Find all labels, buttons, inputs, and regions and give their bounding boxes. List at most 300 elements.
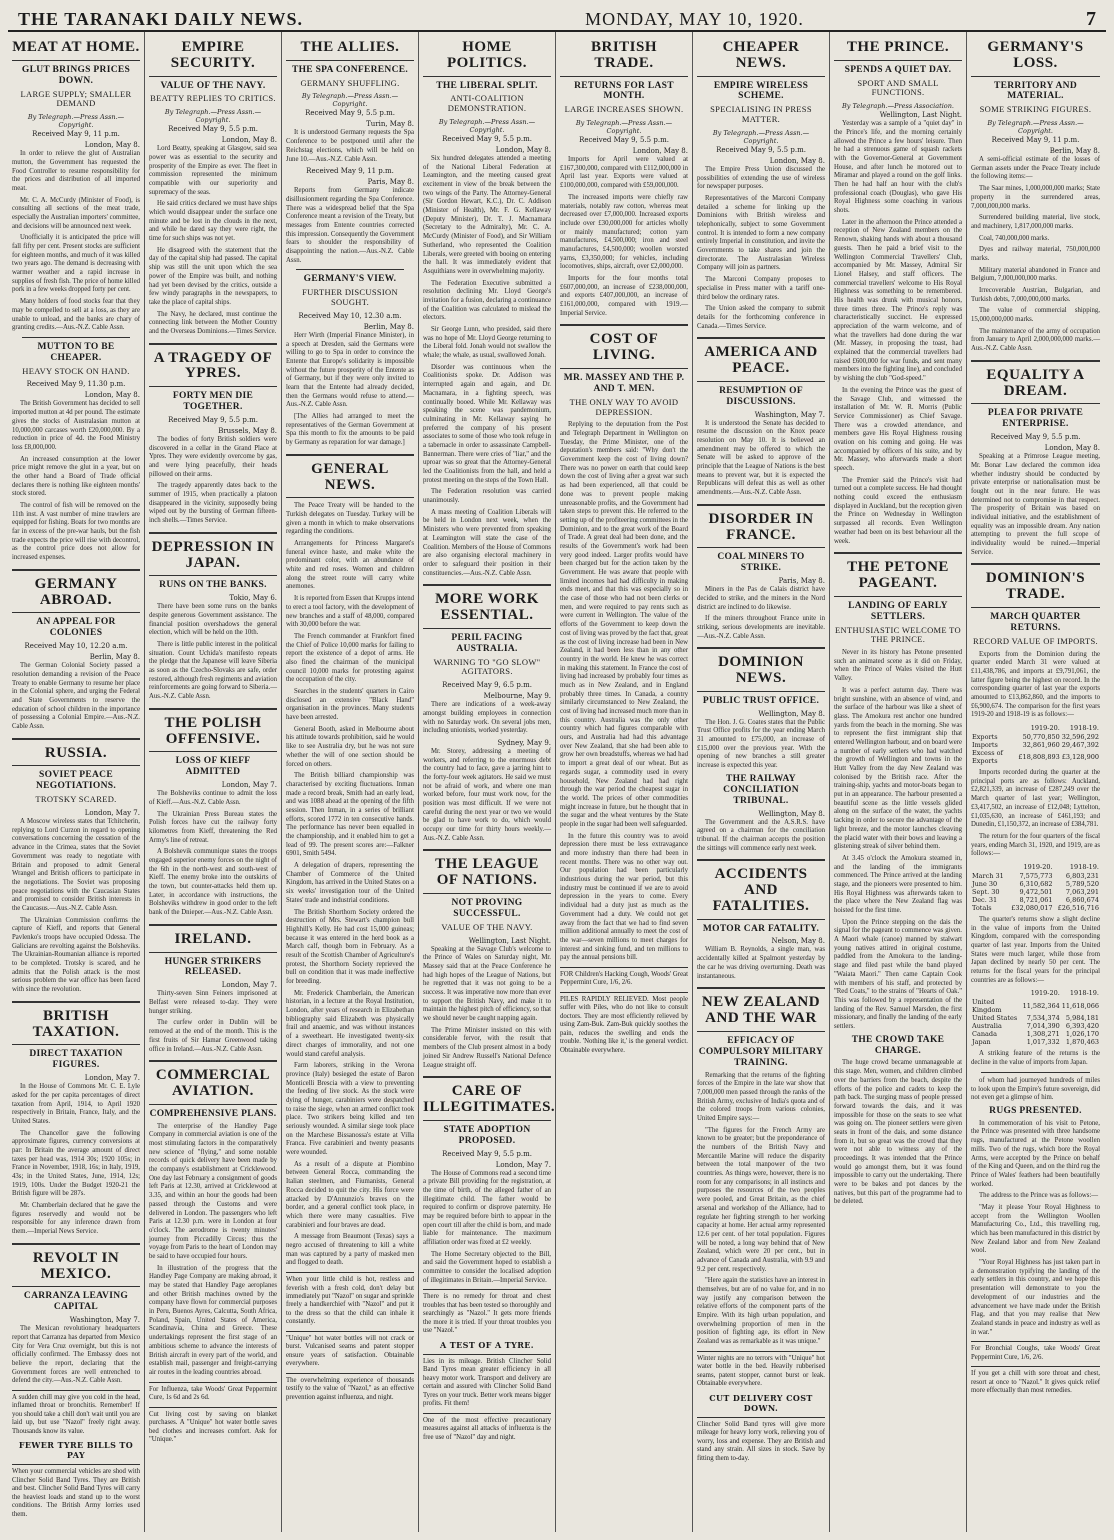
advertisement: If you get a chill with sore throat and chest, resort at once to "Nazol." It gives quick relief more effectually than most remedies. — [971, 1366, 1100, 1395]
table-row — [971, 904, 1100, 912]
table-cell: 11,618,066 — [1061, 1002, 1099, 1011]
dateline: Sydney, May 9. — [497, 738, 551, 747]
paragraph: "Your Royal Highness has just taken part in a demonstration typifying the landing of the early settlers in this country, and we hope this presentation will demonstrate to you the development of our industries and the advancement we have made under the British Flag, and that you may realise that New Zealand stands in peace and industry as well as in war." — [971, 1259, 1100, 1336]
issue-date: MONDAY, MAY 10, 1920. — [585, 9, 804, 29]
headline: BRITISH TAXATION. — [12, 1007, 140, 1046]
paragraph: The British Shorthorn Society ordered the destruction of Mrs. Stewart's champion bull Highhill's Kelly. He had cost 15,000 guineas; because it was entered in the herd book as a March calf, though born in February. As a result of the Scottish Chamber of Agriculture's protest, the Shorthorn Society reprieved the bull on condition that it was made ineffective for breeding. — [286, 908, 414, 986]
divider — [149, 1060, 277, 1062]
paragraph: Mr. Frederick Chamberlain, the American historian, in a lecture at the Royal Institution, London, after years of research in Elizabethan bibliography said Elizabeth was physically frail and anaemic, and was without instances of a sweetheart. He investigated twenty-six direct charges of immorality, and not one would stand careful analysis. — [286, 989, 414, 1058]
headline: GERMANY ABROAD. — [12, 575, 140, 614]
paragraph: The Marconi Company proposes to specialise in Press matter with a tariff one-third below the ordinary rates. — [697, 276, 825, 301]
headline: AMERICA AND PEACE. — [697, 343, 825, 382]
subheading: RUGS PRESENTED. — [989, 1105, 1082, 1116]
subheading: COAL MINERS TO STRIKE. — [717, 552, 805, 574]
paragraph: The Federation resolution was carried unanimously. — [423, 488, 551, 505]
paragraph: Mr. Chamberlain declared that he gave the figures reservedly and would not be responsible for any inference drawn from them.—Imperial News Service. — [12, 1202, 140, 1236]
paragraph: He disagreed with the statement that the day of the capital ship had passed. The capital ship was still the unit upon which the sea power of the Empire was built, and nothing had yet been devised by the critics, outside a few windy paragraphs in the newspapers, to take the place of capital ships. — [149, 246, 277, 306]
paragraph: The Premier said the Prince's visit had turned out a complete success. He had thought nothing could exceed the enthusiasm displayed in Auckland, but the reception given the Prince on Wednesday in Wellington surpassed all records. Even Wellington weather had been on its best behaviour all the week. — [834, 476, 962, 545]
paragraph: Miners in the Pas de Calais district have decided to strike, and the miners in the Nord district are inclined to do likewise. — [697, 586, 825, 611]
paragraph: Six hundred delegates attended a meeting of the National Liberal Federation at Leamington, and the meeting caused great excitement in view of the break between the two wings of the Party. The Attorney-General (Sir Gordon Hewart, K.C.), Dr. C. Addison (Minister of Health), Mr. F. G. Kellaway (Deputy Minister), Dr. T. J. Macnamara (Secretary to the Admiralty), Mr. C. A. McCurdy (Minister of Food), and Sir William Sutherland, who represented the Coalition Liberals, were greeted with booing on entering the hall. It was immediately evident that Asquithians were in overwhelming majority. — [423, 154, 551, 275]
advertisement: "Unique" hot water bottles will not crack or burst. Vulcanised seams and patent stopper ensure years of satisfaction. Obtainable everywhere. — [286, 1331, 414, 1369]
paragraph: "The figures for the French Army are known to be greater; but the preponderance of the numbers of the British Navy and Mercantile Marine will reduce the disparity between the total manpower of the two countries. As things were, however, there is no room for any comparisons; in all instincts and purposes the resources of the two peoples were pooled, and Great Britain, as the chief arsenal and workshop of the Alliance, had to regulate her fighting strength to her working capacity at home. Her actual army represented 12.6 per cent. of her total population. Figures will be noted, a long way behind that of New Zealand, which were 20 per cent., but in advance of Canada and Australia, with 9.9 and 9.2 per cent. respectively. — [697, 1126, 825, 1273]
subheading: SOME STRIKING FIGURES. — [979, 104, 1092, 115]
received-time: Received May 9, 5.5 p.m. — [716, 145, 806, 154]
headline: EQUALITY A DREAM. — [971, 366, 1100, 405]
divider — [12, 569, 140, 571]
subheading: NOT PROVING SUCCESSFUL. — [451, 897, 523, 919]
paragraph: Mr. C. A. McCurdy (Minister of Food), is consulting all sections of the meat trade, especially the Australian importers' committee, and decisions will be announced next week. — [12, 196, 140, 230]
paragraph: Remarking that the returns of the fighting forces of the Empire in the late war show that 7,000,000 men passed through the ranks of the British Army, exclusive of India's quota and of the colored troops from various colonies, United Empire says:— — [697, 1071, 825, 1122]
received-time: Received May 9, 5.5 p.m. — [305, 109, 395, 118]
paragraph: Replying to the deputation from the Post and Telegraph Department in Wellington on Tuesday, the Prime Minister, one of the deputation's members said: "Why don't the Government keep the cost of living down? There was no power on earth that could keep down the cost of living after a great war such as had been experienced, all that could be done was to prevent people making unreasonable profits, and the Government had taken steps to prevent this. He referred to the setting up of the profiteering committees in the Dominion, and to the great work of the Board of Trade. A great deal had been done, and the results of the Government's work had been very good indeed. Larger profits would have been charged but for the action taken by the Government. He was aware that people with limited incomes had had difficulty in making ends meet, and that this was especially so in the case of those who had not been clerks or men, and were required to pay rents such as were current in Wellington. The value of the efforts of the Government to keep down the cost of living was proved by the fact that, great as the cost of living increase had been in New Zealand, it had been less than in any other country in the world. He knew he was correct in making this statement. In France the cost of living had increased by probably four times as much as in New Zealand, and in England probably three times. In Canada, a country similarly circumstanced to New Zealand, the cost of living had increased much more than in this country. Australia was the only other country which had figures comparable with ours, and Australia had had this advantage over New Zealand, that she had been able to grow her own breadstuffs, whereas we had had to import a great deal of our wheat. But as regards sugar, a commodity used in every household, New Zealand had had right through the war period the cheapest sugar in the world. The prices of other commodities might increase in future, but he thought that in the sugar and the wheat ventures by the State people in the sugar had been well safeguarded. — [560, 421, 688, 828]
divider — [12, 738, 140, 740]
paragraph: The Bolsheviks continue to admit the loss of Kieff.—Aus.-N.Z. Cable Assn. — [149, 790, 277, 806]
byline: By Telegraph.—Press Assn.—Copyright. — [27, 113, 125, 130]
trade-table-countries — [971, 988, 1100, 1046]
subheading: MARCH QUARTER RETURNS. — [990, 611, 1081, 633]
advertisement: FOR Children's Hacking Cough, Woods' Great Peppermint Cure, 1/6, 2/6. — [560, 967, 688, 988]
dateline: London, May 8. — [221, 136, 277, 145]
table-cell: Australia — [972, 1022, 1002, 1031]
table-cell: 11,582,364 — [1022, 1002, 1060, 1011]
received-time: Received May 9, 5.5 p.m. — [168, 125, 258, 134]
paragraph: The House of Commons read a second time a private Bill providing for the registration, at the time of birth, of the alleged father of an illegitimate child. The father would be required to confirm or disprove paternity. He may be required before birth to appear in the open court till after the child is born, and made liable for maintenance. The maximum affiliation order was fixed at £2 weekly. — [423, 1169, 551, 1247]
headline: GERMANY'S LOSS. — [971, 38, 1100, 77]
dateline: London, May 7. — [84, 1074, 140, 1083]
table-row — [971, 880, 1100, 888]
table-cell: 9,472,501 — [1019, 887, 1053, 896]
table-header: 1918-19. — [1069, 989, 1099, 998]
subheading: TROTSKY SCARED. — [35, 794, 117, 805]
trade-table-annual — [971, 723, 1100, 765]
divider — [697, 647, 825, 649]
paragraph: At 3.45 o'clock the Amokura steamed in, and the landing of the immigrants commenced. The Prince arrived at the landing stage, and the pioneers were presented to him. His Royal Highness was afterwards taken to the place where the New Zealand flag was hoisted for the first time. — [834, 854, 962, 915]
table-cell: 32,861,960 — [1022, 741, 1060, 750]
paragraph: The Federation Executive submitted a resolution declining Mr. Lloyd George's invitation for a fusion, declaring a continuance of the Coalition was calculated to mislead the electors. — [423, 279, 551, 322]
paragraph: "May it please Your Royal Highness to accept from the Wellington Woollen Manufacturing Co., Ltd., this travelling rug, which has been manufactured in this district by New Zealand labor and from New Zealand wool. — [971, 1203, 1100, 1255]
table-row — [971, 1022, 1100, 1030]
masthead — [8, 6, 1106, 32]
paragraph: It is understood Germany requests the Spa Conference to be postponed until after the Reichstag elections, which will be held on June 10.—Aus.-N.Z. Cable Assn. — [286, 129, 414, 163]
table-row — [971, 888, 1100, 896]
advertisement: PILES RAPIDLY RELIEVED. Most people suffer with Piles, who do not like to consult doctors. They are most efficiently relieved by using Zam-Buk. Zam-Buk quickly soothes the pain, reduces the swelling and ends the trouble. 'Nothing like it,' is the general verdict. Obtainable everywhere. — [560, 992, 688, 1055]
divider — [296, 269, 404, 270]
subheading: TERRITORY AND MATERIAL. — [993, 80, 1077, 102]
received-time: Received May 10, 12.20 a.m. — [24, 642, 128, 651]
dateline: Berlin, May 8. — [363, 322, 414, 331]
table-header — [971, 988, 1022, 998]
dateline: Washington, May 7. — [754, 410, 825, 419]
advertisement: For Bronchial Coughs, take Woods' Great Peppermint Cure, 1/6, 2/6. — [971, 1341, 1100, 1362]
subheading: LANDING OF EARLY SETTLERS. — [848, 600, 948, 622]
paragraph: The huge crowd became unmanageable at this stage. Men, women, and children climbed over the barriers from the beach, despite the efforts of the police and cadets to keep the path back. The surging mass of people pressed forward towards the dais, and it was impossible for those on the seats to see what was going on. The pioneer settlers were given seats in front of the dais, and some distance from it, but so great was the crowd that they were not able to witness any of the proceedings. It was intended that the Prince would go amongst them, but it was found impossible to carry out the undertaking. There were to be bakes and pot dances by the natives, but this part of the programme had to be deleted. — [834, 1059, 962, 1206]
subheading: FURTHER DISCUSSION SOUGHT. — [302, 287, 398, 308]
headline: NEW ZEALAND AND THE WAR — [697, 993, 825, 1032]
headline: BRITISH TRADE. — [560, 38, 688, 77]
divider — [12, 1001, 140, 1003]
table-header: 1918-19. — [1069, 862, 1099, 871]
divider — [149, 924, 277, 926]
subheading: THE RAILWAY CONCILIATION TRIBUNAL. — [723, 773, 799, 806]
table-cell: 6,803,231 — [1065, 871, 1099, 880]
headline: DISORDER IN FRANCE. — [697, 510, 825, 549]
dateline: Melbourne, May 9. — [483, 692, 551, 701]
subheading: HEAVY STOCK ON HAND. — [22, 365, 130, 376]
paragraph: The enterprise of the Handley Page Company in commercial aviation is one of the most stimulating factors in the comparatively new science of "flying," and some notable records of quick delivery have been made by the company's establishment at Cricklewood. One day last February a consignment of goods left Paris at 12.30, arrived at Cricklewood at 3.35, and within an hour the goods had been passed through the Customs and were delivered in London. The passengers who left Paris at 12.30 p.m. were in London at four o'clock. The aerodrome is twenty minutes' journey from Piccadilly Circus; thus the voyage from Paris to the heart of London may be said to have occupied four hours. — [149, 1122, 277, 1260]
paragraph: The Empire Press Union discussed the possibilities of extending the use of wireless for newspaper purposes. — [697, 165, 825, 191]
divider — [971, 360, 1100, 362]
subheading: STATE ADOPTION PROPOSED. — [443, 1124, 531, 1146]
page-number: 7 — [1086, 8, 1096, 30]
subheading: SOVIET PEACE NEGOTIATIONS. — [35, 770, 116, 792]
paragraph: It was a perfect autumn day. There was bright sunshine, with an absence of wind, and the surface of the harbour was like a sheet of glass. The Amokura rest anchor one hundred yards from the beach in the morning. She was to represent the first immigrant ship that entered Wellington harbour, and on board were a number of early settlers who had watched the growth of Wellington and towns in the Hutt Valley from the day New Zealand was colonised by the British race. After the training-ship, yachts and motor-boats began to put in an appearance. The harbour presented a beautiful scene as the little vessels glided along on the surface of the water, the yachts tacking in order to secure the advantage of the light breeze, and the motor launches cleaving the placid water with their bows and leaving a glistening streak of silver behind them. — [834, 686, 962, 851]
paragraph: Irrecoverable Austrian, Bulgarian, and Turkish debts, 7,000,000,000 marks. — [971, 287, 1100, 303]
subheading: SPECIALISING IN PRESS MATTER. — [710, 104, 812, 125]
paragraph: William B. Reynolds, a single man, was accidentally killed at Spalmont yesterday by the car he was driving overturning. Death was instantaneous. — [697, 946, 825, 980]
paragraph: The value of commercial shipping, 15,000,000,000 marks. — [971, 307, 1100, 324]
paragraph: General Booth, asked in Melbourne about his attitude towards prohibition, said he would like to see Australia dry, but he was not sure whether the will of one section should be forced on others. — [286, 725, 414, 768]
paragraph: The quarter's returns show a slight decline in the value of imports from the United Kingdom, compared with the corresponding quarter of last year. Imports from the United States were much larger, while those from Japan declined by nearly 50 per cent. The returns for the fiscal years for the principal countries are as follows:— — [971, 915, 1100, 984]
subheading: PERIL FACING AUSTRALIA. — [451, 632, 523, 654]
table-row — [971, 1030, 1100, 1038]
table-header: 1919-20. — [1023, 862, 1053, 871]
paragraph: The German Colonial Society passed a resolution demanding a revision of the Peace Treaty to enable Germany to resume her place in the Colonial sphere, and urging the Federal and State Governments to reserve the education of school children in the importance of possessing a Colonial Empire.—Aus.-N.Z. Cable Assn. — [12, 662, 140, 731]
paragraph: Reports from Germany indicate disillusionment regarding the Spa Conference. There was a widespread belief that the Spa Conference meant a revision of the Treaty, but messages from Entente countries corrected this impression. Consequently the Government fears to shoulder the responsibility of disappointing the nation.—Aus.-N.Z. Cable Assn. — [286, 187, 414, 264]
paragraph: The address to the Prince was as follows:— — [979, 1192, 1099, 1200]
subheading: RUNS ON THE BANKS. — [159, 580, 267, 591]
headline: DEPRESSION IN JAPAN. — [149, 538, 277, 577]
byline: By Telegraph.—Press Assn.—Copyright. — [164, 108, 262, 125]
divider — [697, 504, 825, 506]
subheading: LARGE SUPPLY; SMALLER DEMAND — [20, 88, 132, 109]
received-time: Received May 9, 6.5 p.m. — [442, 681, 532, 690]
table-cell: 7,575,773 — [1019, 871, 1053, 880]
dateline: Berlin, May 8. — [1049, 147, 1100, 156]
paragraph: Military material abandoned in France and Belgium, 7,000,000,000 marks. — [971, 266, 1100, 283]
paragraph: Later in the afternoon the Prince attended a reception of New Zealand members on the Renown, shaking hands with about a thousand guests. Then he paid a brief visit to the Wellington Commercial Travellers' Club, accompanied by Mr. Massey, Admiral Sir Lionel Halsey, and staff officers. The commercial travellers' welcome to His Royal Highness was something to be remembered. His health was drunk with musical honors, three times three. The Prince's reply was characteristically succinct. He expressed appreciation of the warm welcome, and of what the travellers had done during the war (Mr. Massey, in proposing the toast, had explained that the commercial travellers had raised £600,000 for war funds, and sent many members into the fighting line), and concluded by wishing the club "God-speed." — [834, 218, 962, 383]
divider — [981, 1072, 1090, 1073]
table-cell: Dec. 31 — [972, 895, 998, 904]
divider — [12, 1243, 140, 1245]
paragraph: Imports for the four months total £607,000,000, an increase of £238,000,000, and exports £407,000,000, an increase of £161,000,000, compared with 1919.—Imperial Service. — [560, 275, 688, 317]
table-cell: Excess of Exports — [972, 749, 1003, 766]
paragraph: A Bolshevik communique states the troops engaged superior enemy forces on the night of the 6th in the north-west and south-west of Kieff. The enemy broke into the outskirts of the town, but counter-attacks held them up. Later, in accordance with instructions, the Bolsheviks withdrew in good order to the left bank of the Dnieper.—Aus.-N.Z. Cable Assn. — [149, 848, 277, 917]
advertisement: One of the most effective precautionary measures against all attacks of influenza is the free use of "Nazol" day and night. — [423, 1413, 551, 1442]
table-cell: United Kingdom — [972, 998, 1002, 1015]
advertisement: There is no remedy for throat and chest troubles that has been tested so thoroughly and searchingly as "Nazol." It gets more friends the more it is tried. If your throat troubles you use "Nazol." — [423, 1289, 551, 1335]
divider — [697, 859, 825, 861]
paragraph: The Saar mines, 1,000,000,000 marks; State property in the surrendered areas, 7,000,000,000 marks. — [971, 185, 1100, 210]
dateline: London, May 8. — [769, 156, 825, 165]
table-row — [971, 896, 1100, 904]
table-cell: Totals — [972, 903, 992, 912]
advertisement: The overwhelming experience of thousands testify to the value of "Nazol," as an effective prevention against influenza, and night. — [286, 1373, 414, 1402]
byline: By Telegraph.—Press Assn.—Copyright. — [712, 128, 810, 145]
subheading: BEATTY REPLIES TO CRITICS. — [150, 93, 276, 104]
paragraph: The maintenance of the army of occupation from January to April 2,000,000,000 marks.—Aus.-N.Z. Cable Assn. — [971, 327, 1100, 353]
headline: COST OF LIVING. — [560, 330, 688, 369]
paragraph: Yesterday was a sample of a "quiet day" in the Prince's life, and the morning certainly allowed the Prince a few hours' leisure. Then he had a strenuous game of squash rackets with the Governor-General at Government House, and after lunch he motored out to Miramar and played a round on the golf links. Then he had half an hour with the club's professional coach (Douglas), who gave His Royal Highness some coaching in various shots. — [834, 120, 962, 215]
paragraph: An increased consumption at the lower price might remove the glut in a year, but on the other hand a Board of Trade official declares there is nothing like eighteen months' stock stored. — [12, 455, 140, 498]
table-cell: 32,596,292 — [1061, 733, 1099, 742]
paragraph: Imports recorded during the quarter at the principal ports are as follows: Auckland, £2,821,339, an increase of £287,249 over the March quarter of last year; Wellington, £3,417,502, an increase of £12,048; Lyttelton, £1,035,630, an increase of £461,193; and Dunedin, £1,150,372, an increase of £384,781. — [971, 769, 1100, 829]
headline: CHEAPER NEWS. — [697, 38, 825, 77]
byline: By Telegraph.—Press Association. — [842, 102, 954, 111]
column-8 — [967, 32, 1104, 1532]
column-2 — [145, 32, 282, 1532]
divider — [423, 584, 551, 586]
headline: DOMINION NEWS. — [697, 653, 825, 692]
dateline: Wellington, May 8. — [758, 709, 825, 718]
received-time: Received May 9, 5.5 p.m. — [990, 433, 1081, 442]
received-time: Received May 9, 5.5 p.m. — [442, 1149, 532, 1158]
table-cell: 1,017,332 — [1026, 1038, 1060, 1047]
dateline: Wellington, Last Night. — [879, 111, 962, 120]
subheading: VALUE OF THE NAVY. — [160, 80, 266, 91]
received-time: Received May 9, 11 p.m. — [991, 136, 1080, 145]
table-cell: £3,128,900 — [1061, 753, 1099, 762]
paragraph: The tragedy apparently dates back to the summer of 1915, when practically a platoon disappeared in the vicinity, supposedly being wiped out by the bursting of German fifteen-inch shells.—Times Service. — [149, 482, 277, 525]
paragraph: There have been some runs on the banks despite generous Government assistance. The financial position overshadows the general election, which will be held on the 10th. — [149, 603, 277, 637]
table-cell: 5,789,520 — [1065, 879, 1099, 888]
table-cell: 29,467,392 — [1061, 741, 1099, 750]
paragraph: It is understood the Senate has decided to resume the discussion on the Knox peace resolution on May 10. It is believed an amendment may be offered to which the Senate will be asked to approve of the principle that the League of Nations is the best means to prevent war, but it is expected the Republicans will defeat this as well as other amendments.—Aus.-N.Z. Cable Assn. — [697, 419, 825, 497]
paragraph: Never in its history has Petone presented such an animated scene as it did on Friday, when the Prince of Wales visited the Hutt Valley. — [834, 649, 962, 683]
subheading: VALUE OF THE NAVY. — [441, 921, 533, 932]
table-header-row — [971, 723, 1100, 733]
dateline: London, May 8. — [1044, 444, 1100, 453]
subheading: LARGE INCREASES SHOWN. — [564, 104, 684, 115]
byline: By Telegraph.—Press Assn.—Copyright. — [301, 92, 399, 109]
received-time: Received May 9, 5.5 p.m. — [579, 136, 669, 145]
dateline: London, May 8. — [84, 391, 140, 400]
divider — [697, 987, 825, 989]
divider — [149, 532, 277, 534]
advertisement: Clincher Solid Band tyres will give more mileage for heavy lorry work, relieving you of worry, loss and expense. They are British and stand any strain. All sizes in stock. Save by fitting them to-day. — [697, 1417, 825, 1463]
paragraph: He said critics declared we must have ships which would disappear under the surface one minute and be lost in the clouds in the next, and while he dared say they were right, the time for such ships was not yet. — [149, 200, 277, 243]
paragraph: A semi-official estimate of the losses of German assets under the Peace Treaty include the following items:— — [971, 156, 1100, 181]
paragraph: The Union asked the company to submit details for the forthcoming conference in Canada.—Times Service. — [697, 305, 825, 330]
paragraph: In illustration of the progress that the Handley Page Company are making abroad, it may be stated that Handley Page aeroplanes and other British machines owned by the company have flown for commercial purposes in Peru, Buenos Ayres, Calcutta, South Africa, Poland, Spain, United States of America, Scandinavia, China and Greece. These undertakings represent the first stage of an ambitious scheme to advance the interests of British aircraft in every part of the world, and establish mail, passenger and freight-carrying air routes in the leading countries abroad. — [149, 1264, 277, 1376]
advertisement: Cut living cost by saving on blanket purchases. A "Unique" hot water bottle saves bed clothes and increases comfort. Ask for "Unique." — [149, 1407, 277, 1445]
received-time: Received May 9, 5.5 p.m. — [442, 134, 532, 143]
paragraph: Many holders of food stocks fear that they may be compelled to sell at a loss, as they are unable to unload, and the banks are chary of granting credits.—Aus.-N.Z. Cable Assn. — [12, 298, 140, 332]
dateline: London, May 7. — [495, 1160, 551, 1169]
editor-note: [The Allies had arranged to meet the representatives of the German Government at Spa this month to fix the amounts to be paid by Germany as reparation for war damage.] — [286, 413, 414, 447]
paragraph: A Moscow wireless states that Tchitcherin, replying to Lord Curzon in regard to opening conversations concerning the cessation of the advance in the Crimea, states that the Soviet Government was ready to negotiate with Britain and proposed to admit General Wrangel and British officers to participate in the negotiations. The Soviet was proposing peace negotiations with the Caucasian States and promised to consider British interests in the Caucasus.—Aus.-N.Z. Cable Assn. — [12, 818, 140, 912]
dateline: Tokio, May 6. — [229, 594, 277, 603]
table-cell: 6,310,682 — [1019, 879, 1053, 888]
table-row — [971, 733, 1100, 741]
subheading: GLUT BRINGS PRICES DOWN. — [21, 64, 131, 86]
paragraph: The Prime Minister insisted on this with considerable fervor, with the result that members of the Club present almost in a body joined Sir Andrew Russell's National Defence League straight off. — [423, 1026, 551, 1069]
headline: THE ALLIES. — [286, 38, 414, 61]
paragraph: Representatives of the Marconi Company detailed a scheme for linking up the Dominions with British wireless and telephonically, subject to some Government control. It is intended to form a new company entirely Imperial in constitution, and invite the Governments to take shares and join the directorate. The Australasian Wireless Company will join as partners. — [697, 194, 825, 272]
advertisement: For Influenza, take Woods' Great Peppermint Cure, 1s 6d and 2s 6d. — [149, 1382, 277, 1403]
table-row — [971, 749, 1100, 765]
divider — [834, 552, 962, 554]
table-cell: 1,308,271 — [1026, 1030, 1060, 1039]
subheading: SPORT AND SMALL FUNCTIONS. — [857, 77, 939, 98]
paragraph: The Navy, he declared, must continue the connecting link between the Mother Country and the Overseas Dominions.—Times Service. — [149, 310, 277, 335]
subheading: COMPREHENSIVE PLANS. — [149, 1108, 277, 1119]
subheading: SPENDS A QUIET DAY. — [844, 64, 952, 75]
dateline: Turin, May 8. — [366, 120, 414, 129]
paragraph: Mr. Storey, addressing a meeting of workers, and referring to the enormous debt the country had to face, gave a jarring hint to the forty-four week agitators. He said we must not be afraid of work, and where one man worked before, four must work now, for the position was most difficult. If we were not careful during the next year or two we would be glad to have work to do, which would occupy our time for thirty hours weekly.—Aus.-N.Z. Cable Assn. — [423, 747, 551, 842]
table-cell: 7,534,374 — [1026, 1014, 1060, 1023]
dateline: London, May 7. — [84, 809, 140, 818]
paragraph: of whom had journeyed hundreds of miles to look upon the Empire's future sovereign, did not even get a glimpse of him. — [971, 1076, 1100, 1102]
subheading: THE SPA CONFERENCE. — [291, 64, 409, 75]
column-1 — [8, 32, 145, 1532]
headline: THE PETONE PAGEANT. — [834, 558, 962, 597]
paragraph: If the miners throughout France unite in striking, serious developments are inevitable.—Aus.-N.Z. Cable Assn. — [697, 615, 825, 640]
column-6 — [693, 32, 830, 1532]
paragraph: The British billiard championship was characterised by exciting fluctuations. Inman made a record break, Smith had an early lead, and was 1088 ahead at the opening of the fifth session. Then Inman, in a series of brilliant efforts, scored 1772 in ten consecutive hands. The performance has never been equalled in the championship, and it enabled him to get a lead of 99. The present scores are:—Falkner 6901, Smith 5494. — [286, 772, 414, 858]
paragraph: Sir George Lunn, who presided, said there was no hope of Mr. Lloyd George returning to the Liberal fold. Jonah would not swallow the whale; the whale, as usual, swallowed Jonah. — [423, 326, 551, 360]
table-cell: £26,516,716 — [1057, 903, 1099, 912]
divider — [697, 337, 825, 339]
received-time: Received May 10, 12.30 a.m. — [298, 311, 402, 320]
paragraph: "Here again the statistics have an interest in themselves, but are of no value for, and in no way justify any comparison between the relative efforts of the component parts of the Empire. With its high urban population, and overwhelming proportion of men in the position of fighting age, its effort in New Zealand was as remarkable as it was unique." — [697, 1277, 825, 1346]
paragraph: The British Government has decided to sell imported mutton at 4d per pound. The estimate gives the stocks of Australasian mutton at 10,000,000 carcases worth £20,000,000. By a reduction in price of 4d. the Food Ministry loss £8,000,000. — [12, 400, 140, 451]
paragraph: Searches in the students' quarters in Cairo disclosed an extensive "Black Hand" organisation in the provinces. Many students have been arrested. — [286, 688, 414, 722]
advertisement: Lies in its mileage. British Clincher Solid Band Tyres mean greater efficiency in all heavy motor work. Transport and delivery are certain and assured with Clincher Solid Band Tyres on your truck. Better work means bigger profits. Fit them! — [423, 1354, 551, 1409]
divider — [149, 343, 277, 345]
paragraph: The control of fish will be removed on the 11th inst. A vast number of mine trawlers are equipped for fishing. Boats for two months are far in excess of the pre-war hauls, but the fish trade expects the price will rise with decontrol, as the control price does not allow for increased expenses. — [12, 502, 140, 562]
headline: MORE WORK ESSENTIAL. — [423, 590, 551, 629]
headline: GENERAL NEWS. — [286, 460, 414, 499]
table-row — [971, 1014, 1100, 1022]
paragraph: Disorder was continuous when the Coalitionists spoke. Dr. Addison was interrupted again and again, and Dr. Macnamara, in a fighting speech, was continually booed. While Mr. Kellaway was speaking the scene was pandemonium, culminating in Mr. Kellaway saying he preferred the company of his present associates to some of those who took refuge in a tabernacle in order to assassinate Campbell-Bannerman. There were cries of "liar," and the uproar was so great that the Attorney-General led the Coalitionists from the hall, and held a protest meeting on the steps of the Town Hall. — [423, 363, 551, 484]
subheading: THE CROWD TAKE CHARGE. — [851, 1034, 945, 1056]
subheading: RECORD VALUE OF IMPORTS. — [973, 635, 1098, 646]
trade-table-quarters — [971, 862, 1100, 912]
headline: THE PRINCE. — [834, 38, 962, 61]
table-row — [971, 741, 1100, 749]
headline: A TRAGEDY OF YPRES. — [149, 349, 277, 388]
paragraph: The return for the four quarters of the fiscal years, ending March 31, 1920, and 1919, are as follows:— — [971, 832, 1100, 858]
byline: By Telegraph.—Press Assn.—Copyright. — [438, 117, 536, 134]
dateline: Nelson, May 8. — [771, 937, 825, 946]
table-cell: Sept. 30 — [972, 887, 1000, 896]
divider — [971, 563, 1100, 565]
dateline: Wellington, May 8. — [758, 809, 825, 818]
dateline: London, May 8. — [632, 147, 688, 156]
table-row — [971, 998, 1100, 1014]
divider — [286, 454, 414, 456]
table-cell: 6,393,420 — [1065, 1022, 1099, 1031]
subheading: THE ONLY WAY TO AVOID DEPRESSION. — [569, 396, 679, 417]
paragraph: In the House of Commons Mr. C. E. Lyle asked for the per capita percentages of direct taxation from April, 1914, to April 1920 respectively in Britain, France, Italy, and the United States. — [12, 1083, 140, 1125]
table-cell: 5,984,181 — [1065, 1014, 1099, 1023]
paragraph: Speaking at a Primrose League meeting, Mr. Bonar Law declared the common idea whether industry should be conducted by private enterprise or nationalisation must be fought out in the near future. He was determined not to compromise in that respect. The prosperity of Britain was based on individual initiative, and the establishment of equality was an impossible dream. Any nation attempting to prevent the full scope of individuality would be ruined.—Imperial Service. — [971, 453, 1100, 556]
dateline: Brussels, May 8. — [218, 426, 277, 435]
paragraph: A striking feature of the returns is the decline in the value of imports from Japan. — [971, 1050, 1100, 1067]
paragraph: Upon the Prince stepping on the dais the signal for the pageant to commence was given. A Maori whale (canoe) manned by stalwart young natives attired in original costume, paddled from the Amokura to the landing-stage and filed past while the band played "Waiata Maori." Then came Captain Cook with members of his staff, and protected by "Red Coats," to the strains of "Hearts of Oak." This was followed by a representation of the landing of the Rev. Samuel Marsden, the first missionary, and finally the landing of the early settlers. — [834, 918, 962, 1030]
paragraph: Dyes and railway material, 750,000,000 marks. — [971, 246, 1100, 262]
paragraph: Coal, 740,000,000 marks. — [979, 234, 1050, 242]
column-4 — [419, 32, 556, 1532]
received-time: Received May 9, 5.5 p.m. — [168, 415, 258, 424]
newspaper-title: THE TARANAKI DAILY NEWS. — [18, 9, 304, 29]
advertisement-heading: A TEST OF A TYRE. — [440, 1339, 534, 1350]
paragraph: The bodies of forty British soldiers were discovered in a cellar in the Grand Place at Ypres. They were evidently overcome by gas, and were lying peacefully, their heads pillowed on their arms. — [149, 435, 277, 478]
paragraph: Imports for April were valued at £167,300,000, compared with £112,000,000 in April last year. Exports were valued at £100,000,000, compared with £59,000,000. — [560, 156, 688, 190]
table-header — [971, 723, 1017, 733]
paragraph: Speaking at the Savage Club's welcome to the Prince of Wales on Saturday night, Mr. Massey said that at the Peace Conference he had high hopes of the League of Nations, but he regretted that it was not going to be a success. It was imperative now more than ever to support the British Navy, and make it to maintain the highest pitch of efficiency, so that we should never be caught napping again. — [423, 945, 551, 1023]
paragraph: The increased imports were chiefly raw materials, notably raw cotton, whereas meat decreased over £7,000,000. Increased exports include over £30,000,000 for articles wholly or mainly manufactured; cotton yarn manufactures, £4,500,000; iron and steel manufactures, £4,500,000; woollen worsted yarns, £3,350,000; for vehicles, including locomotives, ships, aircraft, over £2,000,000. — [560, 193, 688, 271]
table-cell: 7,014,390 — [1026, 1022, 1060, 1031]
subheading: PLEA FOR PRIVATE ENTERPRISE. — [987, 408, 1084, 430]
received-time: Received May 9, 11 p.m. — [306, 167, 394, 176]
paragraph: A mass meeting of Coalition Liberals will be held in London next week, when the Ministers who were prevented from speaking at Leamington will state the case of the Coalition. Members of the House of Commons are also organising electoral machinery in order to safeguard their position in their constituencies.—Aus.-N.Z. Cable Assn. — [423, 508, 551, 577]
headline: IRELAND. — [149, 930, 277, 953]
headline: ACCIDENTS AND FATALITIES. — [697, 865, 825, 919]
advertisement: When your commercial vehicles are shod with Clincher Solid Band Tyres. They are British and best. Clincher Solid Band Tyres will carry the heaviest loads and stand up to the worst conditions. The British Army lorries used them. — [12, 1464, 140, 1519]
paragraph: The Government and the A.S.R.S. have agreed on a chairman for the conciliation tribunal. If the chairman accepts the position the sittings will commence early next week. — [697, 818, 825, 852]
divider — [22, 337, 130, 338]
paragraph: A message from Beaumont (Texas) says a negro accused of threatening to kill a white man was captured by a party of masked men and flogged to death. — [286, 1233, 414, 1267]
paragraph: There are indications of a week-away amongst building employees in connection with no Saturday work. On several jobs men, including unionists, worked yesterday. — [423, 701, 551, 735]
table-cell: 7,063,291 — [1065, 887, 1099, 896]
paragraph: The curfew order in Dublin will be removed at the end of the month. This is the first fruits of Sir Hamar Greenwood taking office in Ireland.—Aus.-N.Z. Cable Assn. — [149, 1019, 277, 1053]
table-cell: 6,860,674 — [1065, 895, 1099, 904]
advertisement: When your little child is hot, restless and feverish with a fresh cold, don't delay but immediately put "Nazol" on sugar and sprinkle freely a handkerchief with "Nazol" and put it to the dress so that the child can inhale it constantly. — [286, 1272, 414, 1327]
advertisement-heading: CUT DELIVERY COST DOWN. — [709, 1392, 813, 1413]
subheading: THE LIBERAL SPLIT. — [436, 80, 538, 91]
subheading: MUTTON TO BE CHEAPER. — [37, 341, 115, 363]
table-header: 1919-20. — [1030, 989, 1060, 998]
paragraph: The Hon. J. G. Coates states that the Public Trust Office profits for the year ending March 31 amounted to £75,000, an increase of £15,000 over the previous year. With the opening of new branches a still greater increase is expected this year. — [697, 718, 825, 770]
subheading: ANTI-COALITION DEMONSTRATION. — [447, 93, 527, 114]
paragraph: Exports from the Dominion during the quarter ended March 31 were valued at £11,438,786, and imports at £9,791,061, the latter figure being the highest on record. In the corresponding quarter of last year the exports amounted to £13,862,860, and the imports to £6,900,674. The comparison for the first years 1919-20 and 1918-19 is as follows:— — [971, 650, 1100, 719]
paragraph: The Home Secretary objected to the Bill, and said the Government hoped to establish a committee to consider the localised adoption of illegitimates in Britain.—Imperial Service. — [423, 1250, 551, 1284]
subheading: EMPIRE WIRELESS SCHEME. — [713, 80, 809, 102]
byline: By Telegraph.—Press Assn.—Copyright. — [575, 119, 673, 136]
paragraph: Unofficially it is anticipated the price will fall fifty per cent. Present stocks are sufficient for eighteen months, and much of it was killed two years ago. The demand is decreasing with warmer weather and a rapid increase in supplies of fresh fish. The price of home killed pork in a few weeks dropped forty per cent. — [12, 234, 140, 294]
table-header-row — [971, 862, 1100, 872]
table-cell: 50,770,850 — [1022, 733, 1060, 742]
subheading: EFFICACY OF COMPULSORY MILITARY TRAINING. — [698, 1035, 824, 1068]
headline: THE LEAGUE OF NATIONS. — [423, 855, 551, 894]
column-7 — [830, 32, 967, 1532]
paragraph: A delegation of drapers, representing the Chamber of Commerce of the United Kingdom, has arrived in the United States on a six weeks' investigation tour of the United States' trade and industrial conditions. — [286, 862, 414, 904]
table-cell: 8,721,061 — [1019, 895, 1053, 904]
paragraph: In the future this country was to avoid depression there must be less extravagance and more industry than there had been in recent months. There was no other way out. Our population had been particularly industrious during the war period, but this industry must be continued if we are to avoid depression in the years to come. Every individual had a duty just as much as the Government had a duty. We could not get away from the fact that we had to find seven million additional annually to meet the cost of the war—seven millions to meet charges for interest and sinking fund, and ten millions to pay the annual pensions bill. — [560, 832, 688, 962]
advertisement-heading: FEWER TYRE BILLS TO PAY — [18, 1440, 134, 1461]
paragraph: The French commander at Frankfort fined the Chief of Police 10,000 marks for failing to report the existence of a depot of arms. He also fined the chairman of the municipal council 10,000 marks for protesting against the occupation of the city. — [286, 632, 414, 684]
paragraph: The Chancellor gave the following approximate figures, currency conversions at par: In Britain the average amount of direct taxes per head was, 1914 30s; 1920 105s; in France in November, 1918, 16s; in Italy, 1919, 43s; in the United States, June, 1914, 12s; 1919, 100s. Under the Budget 1920-21 the British figure will be 287s. — [12, 1129, 140, 1198]
dateline: Wellington, Last Night. — [468, 936, 551, 945]
paragraph: Arrangements for Princess Margaret's funeral evince haste, and make white the predominant color, with an abundance of white and red roses. Women and children along the street route will carry white anemones. — [286, 540, 414, 591]
table-cell: 1,026,170 — [1065, 1030, 1099, 1039]
divider — [149, 708, 277, 710]
advertisement: A sudden chill may give you cold in the head, inflamed throat or bronchitis. Remember! If you should take a chill don't wait until you are laid up, but use "Nazol" freely right away. Thousands know its value. — [12, 1390, 140, 1436]
divider — [423, 1076, 551, 1078]
divider — [423, 849, 551, 851]
paragraph: Surrendered building material, live stock, and machinery, 1,817,000,000 marks. — [971, 214, 1100, 230]
table-row — [971, 872, 1100, 880]
dateline: Berlin, May 8. — [89, 653, 140, 662]
advertisement: Winter nights are no terrors with "Unique" hot water bottle in the bed. Heavily rubberised seams, patent stopper, cannot burst or leak. Obtainable everywhere. — [697, 1351, 825, 1389]
paragraph: Herr Wirth (Imperial Finance Minister), in a speech at Dresden, said the Germans were willing to go to Spa in order to convince the Entente that Europe's solidarity is impossible without the future prosperity of the Entente as of Germany, but if they were only invited to learn that the Entente had already decided, then the Germans would refuse to attend.—Aus.-N.Z. Cable Assn. — [286, 331, 414, 409]
dateline: London, May 8. — [84, 141, 140, 150]
subheading: ENTHUSIASTIC WELCOME TO THE PRINCE. — [835, 624, 961, 645]
paragraph: The Peace Treaty will be handed to the Turkish delegates on Tuesday. Turkey will be given a month in which to make observations regarding the conditions. — [286, 502, 414, 536]
table-header-row — [971, 988, 1100, 998]
table-cell: Exports — [972, 733, 998, 742]
